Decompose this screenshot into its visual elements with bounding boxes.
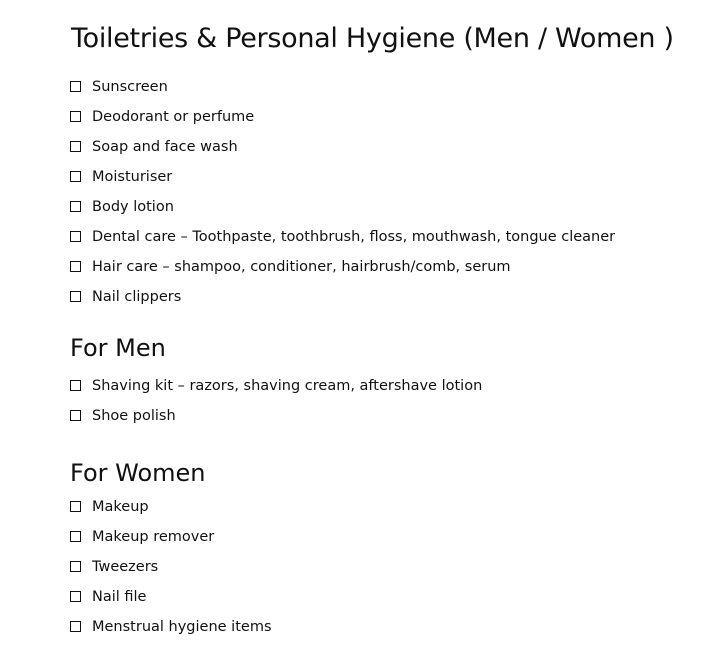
item-label: Moisturiser: [92, 169, 173, 185]
checkbox[interactable]: [70, 531, 81, 542]
checkbox[interactable]: [70, 201, 81, 212]
item-label: Sunscreen: [92, 79, 168, 95]
section-heading-women: For Women: [70, 459, 206, 487]
checkbox[interactable]: [70, 261, 81, 272]
list-item: [70, 492, 272, 522]
item-label: Body lotion: [92, 199, 174, 215]
list-item: [70, 522, 272, 552]
list-item: [70, 192, 615, 222]
list-item: [70, 612, 272, 642]
checkbox[interactable]: [70, 380, 81, 391]
item-label: Tweezers: [92, 559, 159, 575]
checkbox[interactable]: [70, 591, 81, 602]
general-checklist: [70, 72, 615, 312]
checkbox[interactable]: [70, 621, 81, 632]
men-checklist: [70, 371, 482, 431]
checkbox[interactable]: [70, 501, 81, 512]
item-label: Nail file: [92, 589, 147, 605]
list-item: [70, 401, 482, 431]
item-label: Shaving kit – razors, shaving cream, aftershave lotion: [92, 378, 483, 394]
checkbox[interactable]: [70, 291, 81, 302]
checkbox[interactable]: [70, 410, 81, 421]
list-item: [70, 132, 615, 162]
item-label: Soap and face wash: [92, 139, 238, 155]
list-item: [70, 222, 615, 252]
women-checklist: [70, 492, 272, 642]
section-heading-men: For Men: [70, 334, 166, 362]
item-label: Makeup remover: [92, 529, 215, 545]
list-item: [70, 582, 272, 612]
checkbox[interactable]: [70, 111, 81, 122]
item-label: Menstrual hygiene items: [92, 619, 272, 635]
list-item: [70, 102, 615, 132]
checkbox[interactable]: [70, 171, 81, 182]
list-item: [70, 282, 615, 312]
checkbox[interactable]: [70, 231, 81, 242]
page-title: Toiletries & Personal Hygiene (Men / Women ): [71, 23, 674, 54]
list-item: [70, 371, 482, 401]
list-item: [70, 552, 272, 582]
checkbox[interactable]: [70, 81, 81, 92]
checkbox[interactable]: [70, 561, 81, 572]
list-item: [70, 162, 615, 192]
checkbox[interactable]: [70, 141, 81, 152]
item-label: Hair care – shampoo, conditioner, hairbrush/comb, serum: [92, 259, 511, 275]
item-label: Makeup: [92, 499, 149, 515]
item-label: Nail clippers: [92, 289, 182, 305]
list-item: [70, 72, 615, 102]
list-item: [70, 252, 615, 282]
item-label: Shoe polish: [92, 408, 176, 424]
item-label: Dental care – Toothpaste, toothbrush, floss, mouthwash, tongue cleaner: [92, 229, 616, 245]
item-label: Deodorant or perfume: [92, 109, 255, 125]
